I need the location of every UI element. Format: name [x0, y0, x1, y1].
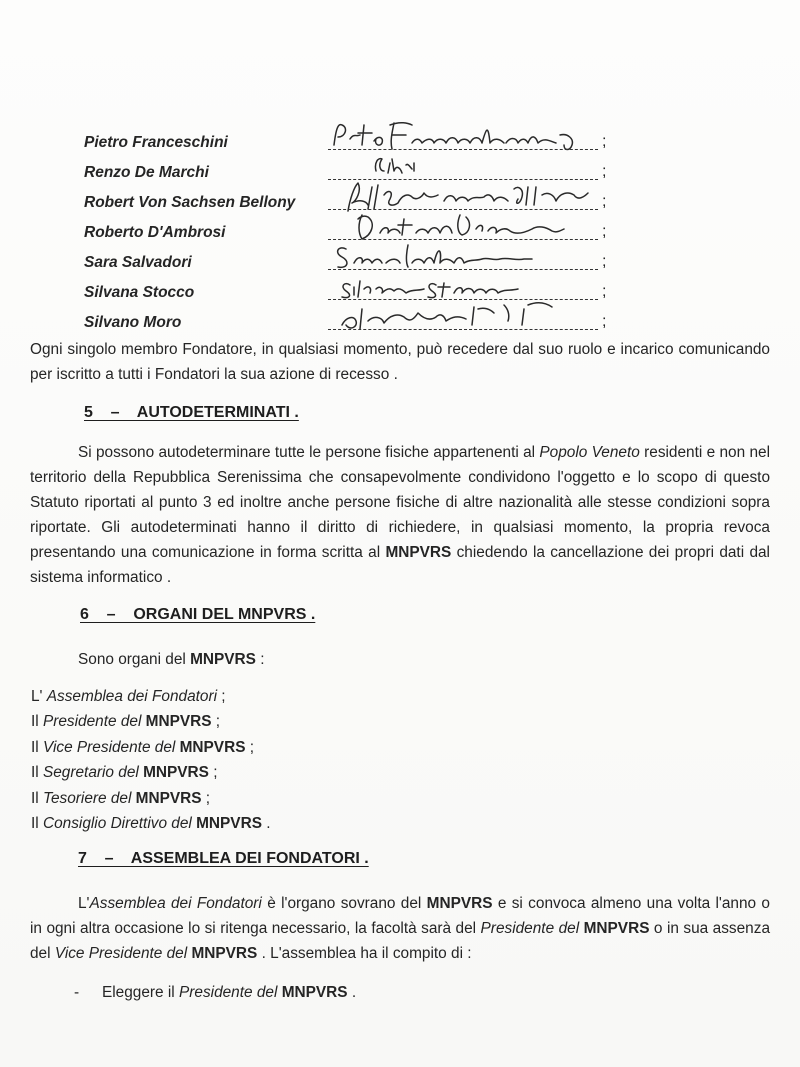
section-7-text-italic: Vice Presidente del: [54, 945, 188, 962]
line-terminator: ;: [602, 223, 607, 240]
section-6-intro-text: Sono organi del: [78, 651, 191, 668]
organ-item: [31, 684, 271, 709]
bullet-text: .: [347, 984, 357, 1001]
organ-suffix: ;: [245, 738, 255, 756]
section-7-text-bold: MNPVRS: [191, 945, 258, 962]
recess-paragraph: Ogni singolo membro Fondatore, in qualsiasi momento, può recedere dal suo ruolo e incarico comunicando per iscritto a tutti i Fondatori la sua azione di recesso .: [30, 341, 770, 383]
organ-prefix: Il: [31, 764, 43, 782]
bullet-text-italic: Presidente del: [179, 984, 278, 1001]
organ-suffix: ;: [217, 688, 226, 705]
organ-bold: MNPVRS: [196, 815, 262, 833]
organ-name: Presidente del: [42, 713, 142, 731]
line-terminator: ;: [602, 163, 607, 180]
organ-prefix: Il: [31, 815, 43, 833]
organ-item: [31, 709, 271, 734]
assembly-task-item: [74, 984, 356, 1002]
organ-name: Tesoriere del: [42, 789, 132, 807]
organ-prefix: L': [31, 688, 47, 705]
organ-prefix: Il: [31, 738, 43, 756]
section-6-intro-bold: MNPVRS: [190, 651, 256, 668]
section-7-text: o in sua assenza del: [30, 920, 770, 962]
organ-bold: MNPVRS: [143, 764, 209, 782]
section-6-intro: [78, 647, 678, 672]
section-7-text-bold: MNPVRS: [583, 920, 650, 937]
organ-suffix: .: [261, 815, 271, 833]
section-5-paragraph: [30, 440, 770, 590]
organ-prefix: Il: [31, 713, 43, 731]
section-7-paragraph: [30, 891, 770, 966]
bullet-text: Eleggere il: [102, 984, 179, 1001]
section-5-text: residenti e non nel territorio della Repubblica Serenissima che consapevolmente condividono l'oggetto e lo scopo di questo Statuto riportati al punto 3 ed inoltre anche persone fisiche di altre nazionalità alle stesse condizioni sopra riportate. Gli autodeterminati hanno il diritto di richiedere, in qualsiasi momento, la propria revoca presentando una comunicazione in forma scritta al: [30, 444, 770, 561]
organ-name: Segretario del: [42, 764, 139, 782]
section-5-text: Si possono autodeterminare tutte le persone fisiche appartenenti al: [78, 444, 540, 461]
signature-line: [328, 329, 598, 330]
section-7-heading: 7 – ASSEMBLEA DEI FONDATORI .: [78, 850, 369, 867]
section-7-text-italic: Presidente del: [480, 920, 580, 937]
founder-name: Roberto D'Ambrosi: [84, 224, 226, 241]
organ-name: Assemblea dei Fondatori: [46, 688, 218, 705]
organ-suffix: ;: [201, 789, 211, 807]
line-terminator: ;: [602, 193, 607, 210]
organ-item: [31, 760, 271, 785]
line-terminator: ;: [602, 133, 607, 150]
founder-name: Silvana Stocco: [84, 284, 195, 301]
section-6-intro-text: :: [255, 651, 265, 668]
line-terminator: ;: [602, 313, 607, 330]
organ-name: Consiglio Direttivo del: [42, 815, 192, 833]
section-7-text-bold: MNPVRS: [426, 895, 493, 912]
organ-bold: MNPVRS: [145, 713, 212, 731]
line-terminator: ;: [602, 253, 607, 270]
organ-item: [31, 786, 271, 811]
section-7-text: e si convoca almeno una volta l'anno o in ogni altra occasione lo si ritenga necessario, la facoltà sarà del: [30, 895, 770, 937]
organ-prefix: Il: [31, 789, 43, 807]
organ-item: [31, 811, 271, 836]
founder-name: Renzo De Marchi: [84, 164, 209, 181]
founder-name: Pietro Franceschini: [84, 134, 228, 151]
bullet-text-bold: MNPVRS: [281, 984, 348, 1001]
section-6-heading: 6 – ORGANI DEL MNPVRS .: [80, 606, 316, 623]
section-5-text-italic: Popolo Veneto: [539, 444, 640, 461]
organs-list: [31, 684, 271, 836]
founder-name: Silvano Moro: [84, 314, 182, 331]
section-7-text: L': [78, 895, 90, 912]
bullet-dash: -: [74, 984, 80, 1001]
organ-name: Vice Presidente del: [42, 738, 176, 756]
organ-bold: MNPVRS: [179, 738, 246, 756]
section-5-heading: 5 – AUTODETERMINATI .: [84, 404, 299, 421]
organ-bold: MNPVRS: [135, 789, 202, 807]
section-7-text-italic: Assemblea dei Fondatori: [89, 895, 262, 912]
organ-suffix: ;: [211, 713, 221, 731]
section-7-text: . L'assemblea ha il compito di :: [257, 945, 472, 962]
line-terminator: ;: [602, 283, 607, 300]
organ-suffix: ;: [208, 764, 218, 782]
founders-signature-list: [84, 131, 624, 341]
section-5-text: chiedendo la cancellazione dei propri dati dal sistema informatico .: [30, 544, 770, 586]
founder-name: Robert Von Sachsen Bellony: [84, 194, 296, 211]
founder-name: Sara Salvadori: [84, 254, 192, 271]
section-5-text-bold: MNPVRS: [385, 544, 452, 561]
organ-item: [31, 735, 271, 760]
section-7-text: è l'organo sovrano del: [261, 895, 427, 912]
